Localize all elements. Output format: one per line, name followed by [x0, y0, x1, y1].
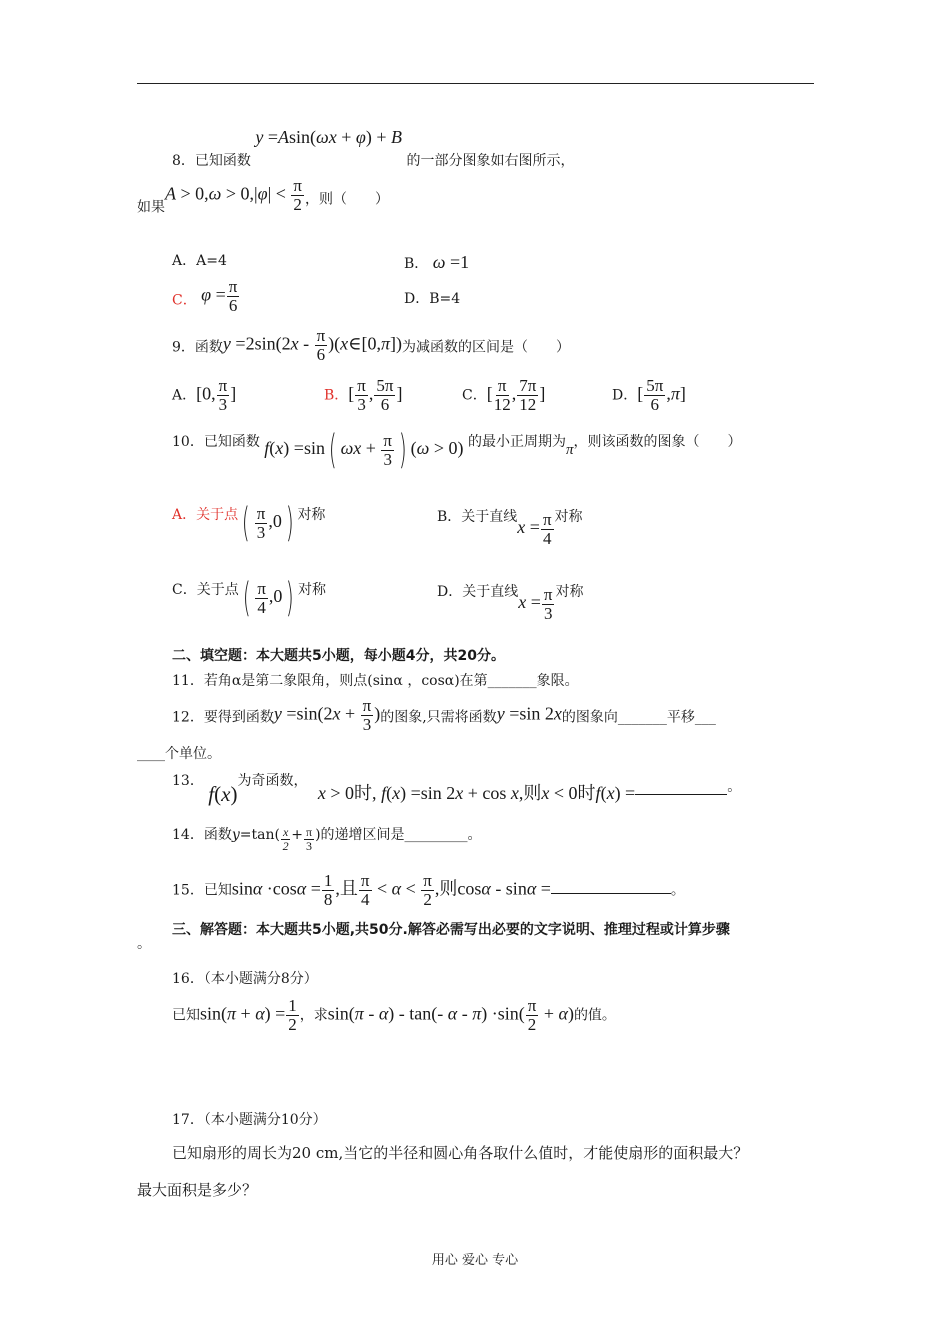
- header-rule: [137, 83, 814, 84]
- question-9: 9．函数y =2sin(2x - $\frac{\pi}{6}$ )(x∈[0,π])为减函数的区间是（ ）: [172, 326, 571, 364]
- q8-formula: y: [255, 127, 264, 147]
- q9-option-d: D．[ $\frac{5\pi}{6}$ ,π]: [612, 376, 686, 414]
- q10-option-a: A．关于点( $\frac{\pi}{3}$ ,0) 对称: [172, 500, 326, 546]
- q8-condition: 如果A > 0,ω > 0,|φ| < $\frac{\pi}{2}$ ，则（ ）: [137, 176, 389, 216]
- q8-cond-pre: 如果: [137, 199, 165, 216]
- q12-line2: ____个单位。: [137, 746, 221, 762]
- q8-number: 8．已知函数: [172, 153, 251, 169]
- q8-option-d: D．B=4: [404, 291, 461, 307]
- q8-option-a: A．A=4: [172, 253, 227, 269]
- q17-line1: 已知扇形的周长为20 cm,当它的半径和圆心角各取什么值时，才能使扇形的面积最大？: [172, 1144, 749, 1162]
- section-3-heading-end: 。: [137, 936, 151, 952]
- q17-line2: 最大面积是多少？: [137, 1181, 258, 1199]
- q17-title: 17．（本小题满分10分）: [172, 1112, 327, 1128]
- q16-title: 16．（本小题满分8分）: [172, 971, 318, 987]
- question-13: 13． f(x)为奇函数， x > 0时, f(x) =sin 2x + cos x,则x < 0时f(x) = 。: [172, 773, 742, 806]
- q10-option-c: C．关于点( $\frac{\pi}{4}$ ,0) 对称: [172, 575, 327, 621]
- q8-option-c: C． φ = $\frac{\pi}{6}$: [172, 277, 238, 315]
- question-16: 已知sin(π + α) = $\frac{1}{2}$ ，求sin(π - α) - tan(- α - π) ·sin( $\frac{\pi}{2}$ + α)的值。: [172, 996, 616, 1034]
- question-11: 11．若角α是第二象限角，则点(sinα ，cosα)在第_______象限。: [172, 673, 579, 689]
- page-footer: 用心 爱心 专心: [431, 1253, 519, 1268]
- q10-option-d: D．关于直线x = $\frac{\pi}{3}$ 对称: [437, 584, 584, 623]
- q8-tail: 的一部分图象如右图所示，: [406, 153, 575, 169]
- q9-option-c: C．[ $\frac{\pi}{12}$ , $\frac{7\pi}{12}$ ]: [462, 376, 546, 414]
- q10-option-b: B．关于直线x = $\frac{\pi}{4}$ 对称: [437, 509, 583, 548]
- question-15: 15．已知sinα ·cosα = $\frac{1}{8}$ ,且 $\frac{\pi}{4}$ < α < $\frac{\pi}{2}$ ,则cosα - sinα = 。: [172, 871, 685, 909]
- section-3-heading: 三、解答题：本大题共5小题,共50分.解答必需写出必要的文字说明、推理过程或计算步骤: [172, 922, 730, 938]
- question-10: 10．已知函数 f(x) =sin( ωx + $\frac{\pi}{3}$ ) (ω > 0) 的最小正周期为π，则该函数的图象（ ）: [172, 427, 742, 473]
- question-8: 8．已知函数 y =Asin(ωx + φ) + B 的一部分图象如右图所示，: [172, 127, 575, 169]
- q9-option-b: B．[ $\frac{\pi}{3}$ , $\frac{5\pi}{6}$ ]: [324, 376, 403, 414]
- q8-option-b: B． ω =1: [404, 252, 470, 272]
- q8-cond-tail: ，则（ ）: [304, 191, 389, 208]
- section-2-heading: 二、填空题：本大题共5小题，每小题4分，共20分。: [172, 648, 505, 664]
- q9-option-a: A．[0, $\frac{\pi}{3}$ ]: [172, 376, 237, 414]
- question-14: 14．函数y=tan( $\frac{x}{2}$ + $\frac{\pi}{3}$ )的递增区间是_________。: [172, 825, 482, 853]
- question-12: 12．要得到函数y =sin(2x + $\frac{\pi}{3}$ )的图象,只需将函数y =sin 2x的图象向_______平移___: [172, 696, 716, 734]
